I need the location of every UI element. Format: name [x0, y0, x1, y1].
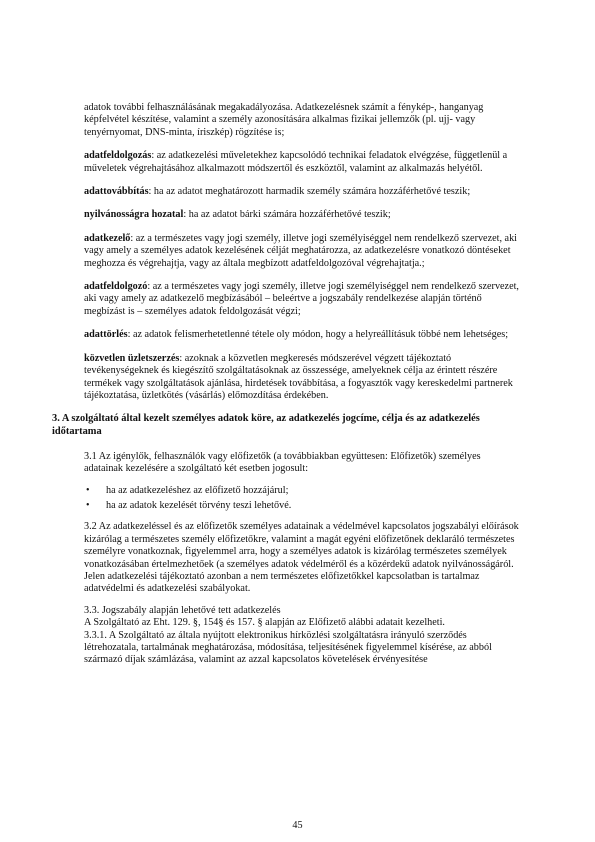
definition-kozvetlen-uzletszerzes — [84, 353, 520, 403]
bullet-list — [84, 484, 520, 512]
section-heading: 3. A szolgáltató által kezelt személyes adatok köre, az adatkezelés jogcíme, célja és az adatkezelés időtartama — [52, 413, 480, 437]
definition-adattovabbitas — [84, 186, 520, 198]
paragraph-3-2 — [84, 521, 520, 595]
intro-paragraph: adatok további felhasználásának megakadályozása. Adatkezelésnek számít a fénykép-, hanganyag képfelvétel készítése, valamint a személy azonosítására alkalmas fizikai jellemzők (pl. ujj- vagy tenyérnyomat, DNS-minta, íriszkép) rögzítése is; — [84, 102, 484, 138]
page-content — [52, 102, 520, 667]
paragraph-3-2-note: Jelen adatkezelési tájékoztató azonban a nem természetes előfizetőkkel kapcsolatban is tartalmaz adatvédelmi és adatkezelési szabályokat. — [84, 570, 480, 595]
definition-text: : az adatok felismerhetetlenné tétele oly módon, hogy a helyreállításuk többé nem lehetséges; — [127, 329, 509, 341]
definition-adattorles — [84, 329, 520, 341]
list-item: • ha az adatkezeléshez az előfizető hozzájárul; — [102, 484, 520, 497]
definition-term: adatkezelő — [84, 232, 131, 244]
page-number: 45 — [292, 820, 303, 831]
paragraph-3-3 — [84, 605, 520, 667]
definition-adatfeldolgozas — [84, 150, 520, 175]
paragraph-3-3-1: 3.3.1. A Szolgáltató az általa nyújtott elektronikus hírközlési szolgáltatásra irányuló szerződés létrehozatala, tartalmának meghatározása, módosítása, teljesítésének figyelemmel kísérése, az abból származó díjak számlázása, valamint az azzal kapcsolatos követelések érvényesítése — [84, 629, 492, 666]
definition-adatfeldolgozo — [84, 281, 520, 318]
paragraph-3-3-title: 3.3. Jogszabály alapján lehetővé tett adatkezelés — [84, 604, 281, 616]
paragraph-3-1: 3.1 Az igénylők, felhasználók vagy előfizetők (a továbbiakban együttesen: Előfizetők) személyes adatainak kezelésére a szolgáltató két esetben jogosult: — [84, 450, 481, 474]
definition-nyilvanossagra-hozatal — [84, 209, 520, 221]
definition-text: : az a természetes vagy jogi személy, illetve jogi személyiséggel nem rendelkező szervezet, aki vagy amely a személyes adatok kezelésének célját meghatározza, az adatkezelésre vonatkozó döntéseket meghozza és végrehajtja, vagy az általa megbízott adatfeldolgozóval végrehajtatja.; — [84, 232, 517, 269]
definition-text: : ha az adatot bárki számára hozzáférhetővé teszik; — [183, 209, 391, 221]
definition-term: adatfeldolgozó — [84, 281, 148, 293]
definition-adatkezelo — [84, 233, 520, 270]
definition-text: : az adatkezelési műveletekhez kapcsolódó technikai feladatok elvégzése, függetlenül a műveletek végrehajtásához alkalmazott módszertől és eszköztől, valamint az alkalmazás helyétől. — [84, 150, 508, 174]
paragraph-3-2-text: 3.2 Az adatkezeléssel és az előfizetők személyes adatainak a védelmével kapcsolatos jogszabályi előírások kizárólag a természetes személy előfizetőkre, valamint a magát egyéni előfizetőnek deklaráló természetes személyre vonatkoznak, figyelemmel arra, hogy a személyes adatok is kizárólag természetes személyek vonatkozásában értelmezhetőek (a személyes adatok védelméről és a közérdekű adatok nyilvánosságáról. — [84, 521, 519, 570]
definition-term: nyilvánosságra hozatal — [84, 209, 184, 221]
definition-text: : azoknak a közvetlen megkeresés módszerével végzett tájékoztató tevékenységeknek és kiegészítő szolgáltatásoknak az összessége, amelyeknek célja az érintett részére termékek vagy szolgáltatások ajánlása, hirdetések továbbítása, a fogyasztók vagy kereskedelmi partnerek tájékoztatása, üzletkötés (vásárlás) előmozdítása érdekében. — [84, 352, 513, 401]
list-item: • ha az adatok kezelését törvény teszi lehetővé. — [102, 499, 520, 512]
definition-text: : ha az adatot meghatározott harmadik személy számára hozzáférhetővé teszik; — [148, 186, 471, 198]
definition-term: adattörlés — [84, 329, 128, 341]
definition-term: adatfeldolgozás — [84, 150, 152, 162]
definition-term: adattovábbítás — [84, 186, 149, 198]
definition-term: közvetlen üzletszerzés — [84, 352, 180, 364]
paragraph-3-3-text: A Szolgáltató az Eht. 129. §, 154§ és 157. § alapján az Előfizető alábbi adatait kezelheti. — [84, 617, 445, 629]
definition-text: : az a természetes vagy jogi személy, illetve jogi személyiséggel nem rendelkező szervezet, aki vagy amely az adatkezelő megbízásából – beleértve a jogszabály rendelkezése alapján történő megbízást is – személyes adatok feldolgozását végzi; — [84, 281, 519, 317]
